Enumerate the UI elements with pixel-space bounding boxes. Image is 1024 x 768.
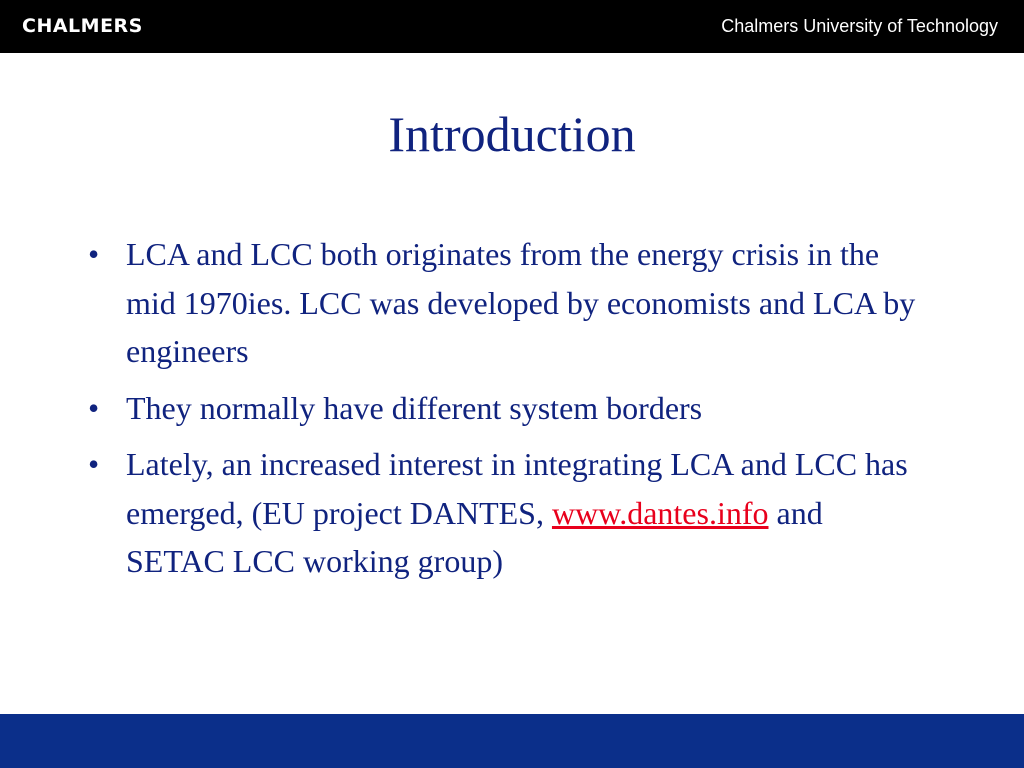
bullet-item-3	[88, 440, 928, 586]
bullet-list	[88, 230, 928, 594]
bullet-text-before-link: Lately, an increased interest in integrating LCA and LCC has emerged, (EU project DANTES,	[126, 446, 908, 531]
bullet-dot: •	[88, 389, 100, 426]
slide-title: Introduction	[388, 106, 636, 162]
bullet-text: LCA and LCC both originates from the energy crisis in the mid 1970ies. LCC was developed by economists and LCA by engineers	[126, 236, 916, 369]
header-bar	[0, 0, 1024, 53]
university-name: Chalmers University of Technology	[721, 16, 998, 36]
chalmers-logo: CHALMERS	[22, 15, 143, 37]
bullet-item-1	[88, 230, 928, 376]
bullet-text: They normally have different system borders	[126, 389, 703, 426]
bullet-dot: •	[88, 236, 100, 272]
bullet-dot: •	[88, 446, 100, 482]
bullet-item-2	[88, 384, 928, 433]
bullet-text-after-link: and SETAC LCC working group)	[126, 494, 823, 579]
dantes-link[interactable]: www.dantes.info	[551, 494, 769, 531]
footer-bar	[0, 714, 1024, 768]
